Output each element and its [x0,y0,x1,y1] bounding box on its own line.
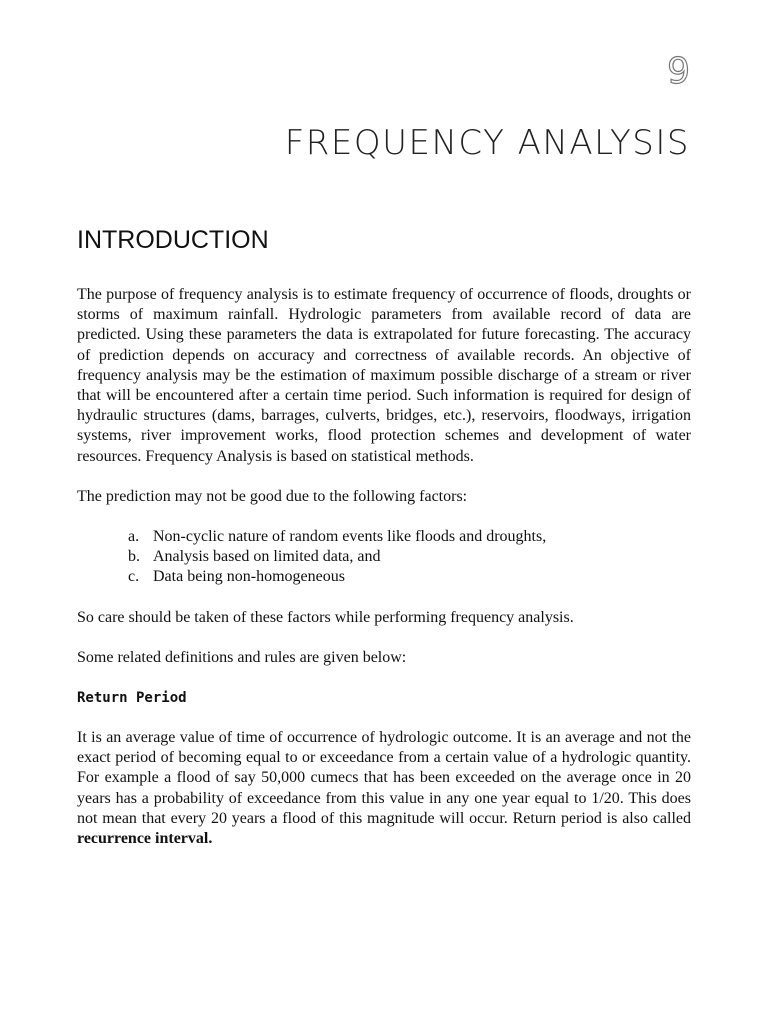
list-marker: a. [128,528,140,546]
list-item [77,567,691,587]
list-marker: b. [128,548,140,566]
body-content [77,285,691,849]
list-item [77,547,691,567]
list-item-text: Non-cyclic nature of random events like floods and droughts, [153,528,547,546]
return-period-paragraph [77,728,691,849]
list-item-text: Data being non-homogeneous [153,568,345,586]
subheading-return-period: Return Period [77,690,187,707]
intro-paragraph: The purpose of frequency analysis is to estimate frequency of occurrence of floods, droughts or storms of maximum rainfall. Hydrologic parameters from available record of data are predicted. Using these parameters the data is extrapolated for future forecasting. The accuracy of prediction depends on accuracy and correctness of available records. An objective of frequency analysis may be the estimation of maximum possible discharge of a stream or river that will be encountered after a certain time period. Such information is required for design of hydraulic structures (dams, barrages, culverts, bridges, etc.), reservoirs, floodways, irrigation systems, river improvement works, flood protection schemes and development of water resources. Frequency Analysis is based on statistical methods. [77,286,691,465]
definitions-intro-paragraph: Some related definitions and rules are given below: [77,648,407,666]
list-marker: c. [128,568,140,586]
care-paragraph: So care should be taken of these factors while performing frequency analysis. [77,608,574,626]
factors-intro-paragraph: The prediction may not be good due to the following factors: [77,487,468,505]
recurrence-interval-term: recurrence interval. [77,830,213,848]
chapter-number: 9 [667,51,690,92]
list-item [77,527,691,547]
section-heading-introduction: INTRODUCTION [77,226,269,254]
chapter-title: FREQUENCY ANALYSIS [284,123,690,163]
factors-list [77,527,691,588]
list-item-text: Analysis based on limited data, and [153,548,381,566]
return-period-text: It is an average value of time of occurrence of hydrologic outcome. It is an average and not the exact period of becoming equal to or exceedance from a certain value of a hydrologic quantity. For example a flood of say 50,000 cumecs that has been exceeded on the average once in 20 years has a probability of exceedance from this value in any one year equal to 1/20. This does not mean that every 20 years a flood of this magnitude will occur. Return period is also called [77,729,691,827]
